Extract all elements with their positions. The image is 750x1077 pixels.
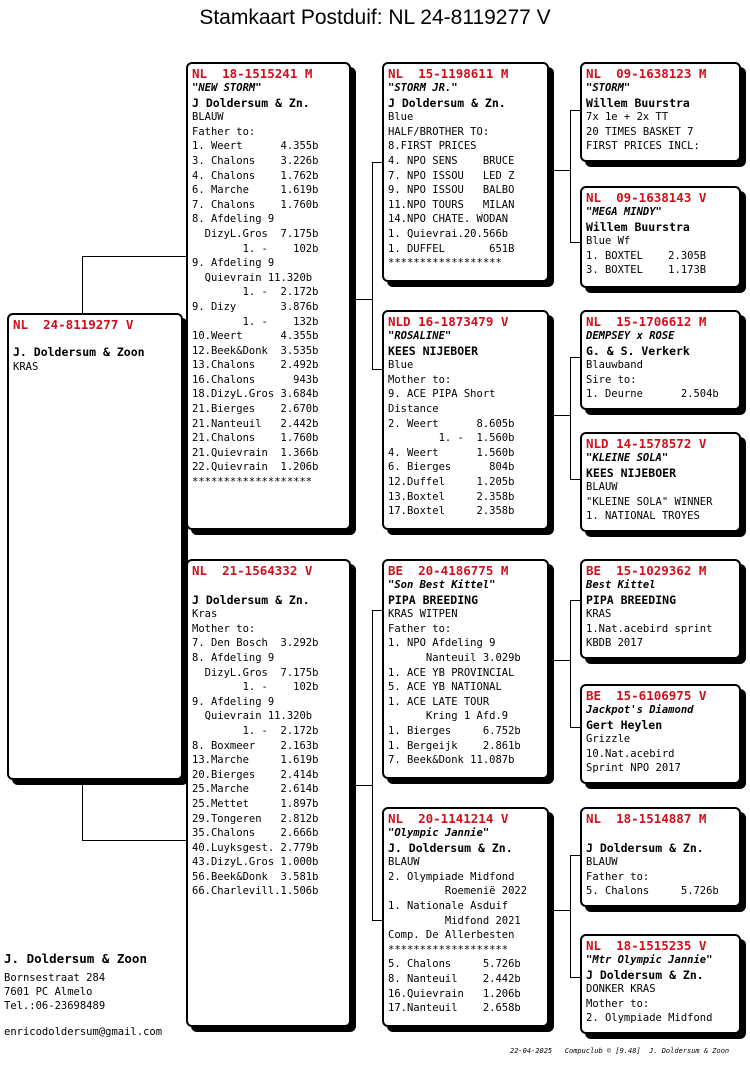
result-line: Nanteuil 3.029b: [388, 651, 521, 664]
color-text: BLAUW: [192, 111, 224, 124]
result-line: 66.Charlevill.1.506b: [192, 885, 319, 898]
mother-card[interactable]: [186, 559, 351, 1027]
subject-card[interactable]: [7, 313, 183, 780]
result-line: 9. Afdeling 9: [192, 257, 275, 270]
ring-number: BE 20-4186775 M: [388, 563, 509, 578]
result-line: 12.Duffel 1.205b: [388, 475, 515, 488]
ring-number: NL 09-1638143 V: [586, 190, 707, 205]
result-line: 7. NPO ISSOU LED Z: [388, 169, 515, 182]
result-line: DizyL.Gros 7.175b: [192, 227, 319, 240]
result-line: Father to:: [586, 870, 650, 883]
owner-name: J. Doldersum & Zoon: [13, 345, 145, 359]
result-line: 9. NPO ISSOU BALBO: [388, 184, 515, 197]
mother-mother-card[interactable]: [382, 807, 549, 1027]
result-line: 25.Marche 2.614b: [192, 783, 319, 796]
color-text: KRAS WITPEN: [388, 608, 458, 621]
breeder-email[interactable]: enricodoldersum@gmail.com: [4, 1026, 163, 1038]
color-text: Blue: [388, 111, 414, 124]
result-line: 25.Mettet 1.897b: [192, 797, 319, 810]
result-line: Comp. De Allerbesten: [388, 929, 515, 942]
result-line: 16.Chalons 943b: [192, 373, 319, 386]
color-text: BLAUW: [586, 856, 618, 869]
ring-number: NL 20-1141214 V: [388, 811, 509, 826]
result-line: DizyL.Gros 7.175b: [192, 666, 319, 679]
result-line: 17.Nanteuil 2.658b: [388, 1002, 521, 1015]
color-text: Blue: [388, 359, 414, 372]
ring-number: BE 15-6106975 V: [586, 688, 707, 703]
result-line: 14.NPO CHATE. WODAN: [388, 213, 509, 226]
pigeon-name: "KLEINE SOLA": [586, 452, 669, 464]
owner-name: J Doldersum & Zn.: [192, 95, 310, 110]
breeder-info: [4, 952, 162, 1039]
result-line: 6. Bierges 804b: [388, 461, 515, 474]
mmm-card[interactable]: [580, 934, 741, 1034]
ring-number: NL 15-1706612 M: [586, 314, 707, 329]
result-line: 16.Quievrain 1.206b: [388, 987, 521, 1000]
ring-number: BE 15-1029362 M: [586, 563, 707, 578]
ring-number: NLD 16-1873479 V: [388, 314, 509, 329]
pigeon-name: "STORM": [586, 82, 631, 94]
result-line: 5. ACE YB NATIONAL: [388, 681, 502, 694]
color-text: Blue Wf: [586, 235, 631, 248]
father-card[interactable]: [186, 62, 351, 530]
result-line: 8.FIRST PRICES: [388, 140, 477, 153]
result-line: 1. - 2.172b: [192, 286, 319, 299]
owner-name: PIPA BREEDING: [388, 592, 479, 607]
page-title: Stamkaart Postduif: NL 24-8119277 V: [199, 6, 551, 29]
result-line: 11.NPO TOURS MILAN: [388, 198, 515, 211]
connector-line: [570, 855, 571, 977]
result-line: 10.Weert 4.355b: [192, 330, 319, 343]
connector-line: [554, 170, 570, 171]
owner-name: Willem Buurstra: [586, 95, 690, 110]
pigeon-name: Jackpot's Diamond: [586, 704, 694, 716]
result-line: Quievrain 11.320b: [192, 710, 313, 723]
connector-line: [372, 610, 373, 920]
color-text: KRAS: [586, 608, 612, 621]
result-line: 43.DizyL.Gros 1.000b: [192, 856, 319, 869]
result-line: 3. Chalons 3.226b: [192, 154, 319, 167]
result-line: 7x 1e + 2x TT: [586, 111, 669, 124]
result-line: Kring 1 Afd.9: [388, 710, 509, 723]
connector-line: [356, 299, 372, 300]
color-text: BLAUW: [586, 481, 618, 494]
result-line: 1. - 1.560b: [388, 432, 515, 445]
ring-number: NL 09-1638123 M: [586, 66, 707, 81]
ring-number: NL 18-1515241 M: [192, 66, 313, 81]
ring-number: NL 21-1564332 V: [192, 563, 313, 578]
father-father-card[interactable]: [382, 62, 549, 282]
color-text: Blauwband: [586, 359, 643, 372]
breeder-city: 7601 PC Almelo: [4, 986, 93, 998]
result-line: 40.Luyksgest. 2.779b: [192, 841, 319, 854]
result-line: 1. NATIONAL TROYES: [586, 510, 700, 523]
connector-line: [82, 780, 83, 840]
connector-line: [372, 162, 373, 369]
result-line: Roemenië 2022: [388, 885, 528, 898]
connector-line: [82, 840, 188, 841]
pigeon-name: "Son Best Kittel": [388, 579, 496, 591]
result-line: 1. - 2.172b: [192, 724, 319, 737]
pigeon-name: "NEW STORM": [192, 82, 262, 94]
result-line: *******************: [388, 943, 509, 956]
result-line: HALF/BROTHER TO:: [388, 125, 490, 138]
mfm-card[interactable]: [580, 684, 741, 784]
result-line: 20.Bierges 2.414b: [192, 768, 319, 781]
result-line: Distance: [388, 402, 439, 415]
connector-line: [356, 785, 372, 786]
result-line: Sire to:: [586, 373, 637, 386]
color-text: BLAUW: [388, 856, 420, 869]
father-mother-card[interactable]: [382, 310, 549, 530]
result-line: 56.Beek&Donk 3.581b: [192, 870, 319, 883]
result-line: 1. Nationale Asduif: [388, 899, 509, 912]
result-line: 1. - 102b: [192, 242, 319, 255]
result-line: 4. NPO SENS BRUCE: [388, 154, 515, 167]
result-line: 1. Weert 4.355b: [192, 140, 319, 153]
result-line: 6. Marche 1.619b: [192, 184, 319, 197]
result-line: 2. Olympiade Midfond: [586, 1012, 713, 1025]
ffm-card[interactable]: [580, 186, 741, 288]
result-line: 21.Quievrain 1.366b: [192, 446, 319, 459]
mother-father-card[interactable]: [382, 559, 549, 779]
result-line: Sprint NPO 2017: [586, 762, 681, 775]
connector-line: [554, 660, 570, 661]
result-line: 1. - 132b: [192, 315, 319, 328]
result-line: 1. ACE LATE TOUR: [388, 695, 490, 708]
result-line: 8. Nanteuil 2.442b: [388, 972, 521, 985]
result-line: Mother to:: [586, 997, 650, 1010]
result-line: Father to:: [192, 125, 256, 138]
footer-text: 22-04-2025 Compuclub © [9.48] J. Doldersum & Zoon: [510, 1047, 730, 1055]
result-line: 1. NPO Afdeling 9: [388, 637, 496, 650]
breeder-phone: Tel.:06-23698489: [4, 1000, 106, 1012]
owner-name: J Doldersum & Zn.: [586, 840, 704, 855]
ring-number: NL 18-1514887 M: [586, 811, 707, 826]
pigeon-name: "ROSALINE": [388, 330, 452, 342]
fmf-card[interactable]: [580, 310, 741, 410]
owner-name: PIPA BREEDING: [586, 592, 677, 607]
owner-name: Willem Buurstra: [586, 219, 690, 234]
result-line: 1. Bergeijk 2.861b: [388, 739, 521, 752]
ring-number: NL 18-1515235 V: [586, 938, 707, 953]
pigeon-name: "Olympic Jannie": [388, 827, 490, 839]
result-line: 1.Nat.acebird sprint: [586, 622, 713, 635]
result-line: *******************: [192, 476, 313, 489]
ring-number: NLD 14-1578572 V: [586, 436, 707, 451]
owner-name: J Doldersum & Zn.: [388, 95, 506, 110]
result-line: 1. DUFFEL 651B: [388, 242, 515, 255]
result-line: KBDB 2017: [586, 637, 643, 650]
pigeon-name: DEMPSEY x ROSE: [586, 330, 675, 342]
result-line: 22.Quievrain 1.206b: [192, 461, 319, 474]
result-line: 9. ACE PIPA Short: [388, 388, 496, 401]
breeder-name: J. Doldersum & Zoon: [4, 951, 147, 966]
fff-card[interactable]: [580, 62, 741, 162]
result-line: Father to:: [388, 622, 452, 635]
connector-line: [570, 600, 571, 727]
result-line: Mother to:: [192, 622, 256, 635]
owner-name: KEES NIJEBOER: [586, 465, 677, 480]
result-line: 10.Nat.acebird: [586, 747, 675, 760]
pigeon-name: "Mtr Olympic Jannie": [586, 954, 713, 966]
result-line: 13.Boxtel 2.358b: [388, 490, 515, 503]
result-line: 7. Beek&Donk 11.087b: [388, 754, 515, 767]
result-line: 5. Chalons 5.726b: [586, 885, 719, 898]
fmm-card[interactable]: [580, 432, 741, 532]
owner-name: J Doldersum & Zn.: [586, 967, 704, 982]
result-line: 20 TIMES BASKET 7: [586, 125, 694, 138]
owner-name: KEES NIJEBOER: [388, 343, 479, 358]
pigeon-name: [586, 826, 735, 841]
result-line: 13.Chalons 2.492b: [192, 359, 319, 372]
connector-line: [570, 357, 571, 479]
pigeon-name: [192, 578, 345, 593]
result-line: 13.Marche 1.619b: [192, 754, 319, 767]
result-line: 1. Deurne 2.504b: [586, 388, 719, 401]
result-line: 18.DizyL.Gros 3.684b: [192, 388, 319, 401]
color-text: Grizzle: [586, 733, 631, 746]
result-line: 17.Boxtel 2.358b: [388, 505, 515, 518]
result-line: Quievrain 11.320b: [192, 271, 313, 284]
color-text: DONKER KRAS: [586, 983, 656, 996]
result-line: 3. BOXTEL 1.173B: [586, 264, 707, 277]
color-text: KRAS: [13, 360, 39, 373]
result-line: 4. Chalons 1.762b: [192, 169, 319, 182]
pigeon-name: "MEGA MINDY": [586, 206, 662, 218]
result-line: 29.Tongeren 2.812b: [192, 812, 319, 825]
pigeon-name: Best Kittel: [586, 579, 656, 591]
connector-line: [554, 415, 570, 416]
result-line: 1. BOXTEL 2.305B: [586, 249, 707, 262]
result-line: 12.Beek&Donk 3.535b: [192, 344, 319, 357]
breeder-address: Bornsestraat 284: [4, 972, 106, 984]
result-line: 8. Afdeling 9: [192, 651, 275, 664]
result-line: ******************: [388, 257, 502, 270]
result-line: 1. ACE YB PROVINCIAL: [388, 666, 515, 679]
result-line: 9. Dizy 3.876b: [192, 300, 319, 313]
result-line: 21.Bierges 2.670b: [192, 403, 319, 416]
pigeon-name: "STORM JR.": [388, 82, 458, 94]
owner-name: J. Doldersum & Zn.: [388, 840, 513, 855]
result-line: "KLEINE SOLA" WINNER: [586, 495, 713, 508]
result-line: 8. Boxmeer 2.163b: [192, 739, 319, 752]
connector-line: [554, 910, 570, 911]
owner-name: Gert Heylen: [586, 717, 663, 732]
result-line: 21.Chalons 1.760b: [192, 432, 319, 445]
owner-name: J Doldersum & Zn.: [192, 592, 310, 607]
result-line: 21.Nanteuil 2.442b: [192, 417, 319, 430]
mff-card[interactable]: [580, 559, 741, 659]
result-line: FIRST PRICES INCL:: [586, 140, 700, 153]
connector-line: [82, 256, 188, 257]
result-line: 4. Weert 1.560b: [388, 446, 515, 459]
connector-line: [570, 110, 571, 242]
result-line: 5. Chalons 5.726b: [388, 958, 521, 971]
result-line: 7. Den Bosch 3.292b: [192, 637, 319, 650]
result-line: 35.Chalons 2.666b: [192, 827, 319, 840]
result-line: 1. - 102b: [192, 681, 319, 694]
ring-number: NL 24-8119277 V: [13, 317, 134, 332]
result-line: 8. Afdeling 9: [192, 213, 275, 226]
result-line: Mother to:: [388, 373, 452, 386]
connector-line: [82, 256, 83, 317]
result-line: Midfond 2021: [388, 914, 521, 927]
owner-name: G. & S. Verkerk: [586, 343, 690, 358]
result-line: 7. Chalons 1.760b: [192, 198, 319, 211]
result-line: 2. Olympiade Midfond: [388, 870, 515, 883]
color-text: Kras: [192, 608, 218, 621]
result-line: 9. Afdeling 9: [192, 695, 275, 708]
result-line: 1. Quievrai.20.566b: [388, 227, 509, 240]
result-line: 2. Weert 8.605b: [388, 417, 515, 430]
result-line: 1. Bierges 6.752b: [388, 724, 521, 737]
mmf-card[interactable]: [580, 807, 741, 907]
ring-number: NL 15-1198611 M: [388, 66, 509, 81]
